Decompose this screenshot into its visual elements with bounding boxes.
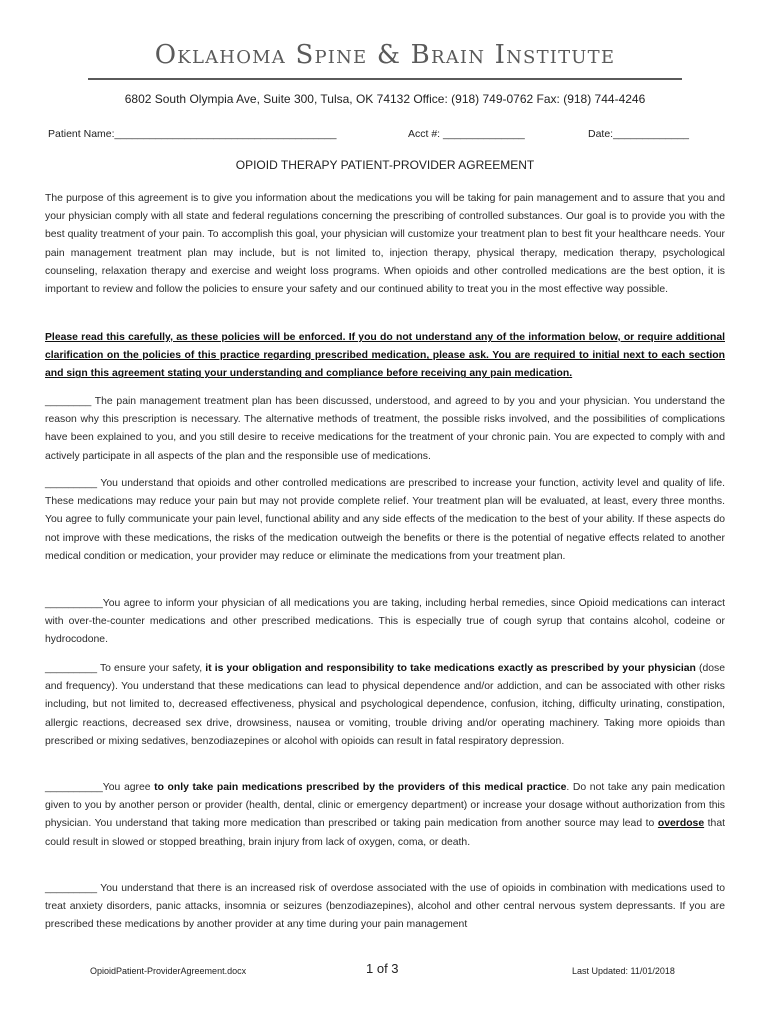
initial-blank-1[interactable]: ________ bbox=[45, 396, 92, 407]
section-6 bbox=[45, 880, 725, 935]
initial-blank-5[interactable]: __________ bbox=[45, 782, 103, 793]
section-5-pre: You agree bbox=[102, 782, 155, 793]
overdose-emphasis: overdose bbox=[657, 818, 705, 830]
logo-underline bbox=[88, 78, 682, 80]
section-1-text: The pain management treatment plan has been discussed, understood, and agreed to by you and your physician. You understand the reason why this prescription is necessary. The alternative methods of treatment, the possible risks involved, and the possibilities of complications have been explained to you, and you still desire to receive medications for the treatment of your chronic pain. You are expected to comply with and actively participate in all aspects of the plan and the responsible use of medications. bbox=[45, 396, 725, 462]
account-number-field[interactable]: Acct #: ______________ bbox=[408, 128, 525, 140]
initial-blank-3[interactable]: __________ bbox=[45, 598, 103, 609]
date-field[interactable]: Date:_____________ bbox=[588, 128, 690, 140]
intro-paragraph: The purpose of this agreement is to give you information about the medications you will be taking for pain management and to assure that you and your physician comply with all state and federal regulations concerning the prescribing of controlled substances. Our goal is to provide you with the best quality treatment of your pain. To accomplish this goal, your physician will customize your treatment plan to best fit your healthcare needs. Your pain management treatment plan may include, but is not limited to, injection therapy, physical therapy, medication therapy, psychological counseling, relaxation therapy and exercise and weight loss programs. When opioids and other controlled medications are the best option, it is important to review and follow the policies to ensure your safety and our continued ability to treat you in the most effective way possible. bbox=[45, 193, 725, 296]
footer-filename: OpioidPatient-ProviderAgreement.docx bbox=[90, 966, 247, 976]
section-3-text: You agree to inform your physician of all medications you are taking, including herbal remedies, since Opioid medications can interact with over-the-counter medications and other prescribed medications. This is especially true of cough syrup that contains alcohol, codeine or hydrocodone. bbox=[45, 598, 725, 646]
institute-logo: Oklahoma Spine & Brain Institute bbox=[154, 40, 616, 70]
section-5-mid: . Do not take any pain medication given to you by another person or provider (health, dental, clinic or emergency department) or increase your dosage without authorization from this physician. You understand that taking more medication than prescribed or taking pain medication from another source may lead to bbox=[45, 782, 725, 830]
section-4-pre: To ensure your safety, bbox=[97, 663, 206, 674]
section-5-emphasis: to only take pain medications prescribed by the providers of this medical practice bbox=[154, 782, 567, 793]
footer-page-number: 1 of 3 bbox=[366, 961, 399, 976]
section-2 bbox=[45, 475, 725, 566]
section-3 bbox=[45, 595, 725, 650]
policy-notice bbox=[45, 329, 725, 384]
section-5-post: that could result in slowed or stopped breathing, brain injury from lack of oxygen, coma, or death. bbox=[45, 818, 726, 848]
section-4-post: (dose and frequency). You understand that these medications can lead to physical dependence and/or addiction, and can be associated with other risks including, but not limited to, decreased effectiveness, physical and psychological dependence, confusion, itching, difficulty urinating, constipation, allergic reactions, decreased sex drive, drowsiness, nausea or vomiting, trouble driving and/or operating machinery. Taking more opioids than prescribed or mixing sedatives, benzodiazepines or alcohol with opioids can result in fatal respiratory depression. bbox=[45, 663, 725, 747]
address-line: 6802 South Olympia Ave, Suite 300, Tulsa, OK 74132 Office: (918) 749-0762 Fax: (918) 744-4246 bbox=[124, 92, 646, 106]
section-1 bbox=[45, 393, 725, 466]
section-6-text: You understand that there is an increased risk of overdose associated with the use of opioids in combination with medications used to treat anxiety disorders, panic attacks, insomnia or seizures (benzodiazepines), alcohol and other central nervous system depressants. If you are prescribed these medications by another provider at any time during your pain management bbox=[45, 883, 725, 931]
patient-name-field[interactable]: Patient Name:______________________________________ bbox=[48, 128, 337, 140]
section-5 bbox=[45, 779, 725, 852]
initial-blank-6[interactable]: _________ bbox=[45, 883, 98, 894]
section-2-text: You understand that opioids and other controlled medications are prescribed to increase your function, activity level and quality of life. These medications may reduce your pain but may not provide complete relief. Your treatment plan will be evaluated, at least, every three months. You agree to fully communicate your pain level, functional ability and any side effects of the medication to the best of your ability. If these aspects do not improve with these medications, the risks of the medication outweigh the benefits or there is the potential of negative effects related to another medical condition or medication, your provider may reduce or eliminate the medications from your treatment plan. bbox=[45, 478, 725, 562]
section-4-emphasis: it is your obligation and responsibility to take medications exactly as prescribed by your physician bbox=[205, 663, 696, 674]
footer-last-updated: Last Updated: 11/01/2018 bbox=[572, 966, 675, 976]
document-title: OPIOID THERAPY PATIENT-PROVIDER AGREEMENT bbox=[235, 158, 535, 172]
policy-notice-text: Please read this carefully, as these policies will be enforced. If you do not understand any of the information below, or require additional clarification on the policies of this practice regarding prescribed medication, please ask. You are required to initial next to each section and sign this agreement stating your understanding and compliance before receiving any pain medication. bbox=[45, 332, 725, 380]
initial-blank-2[interactable]: _________ bbox=[45, 478, 98, 489]
initial-blank-4[interactable]: _________ bbox=[45, 663, 98, 674]
section-4 bbox=[45, 660, 725, 751]
